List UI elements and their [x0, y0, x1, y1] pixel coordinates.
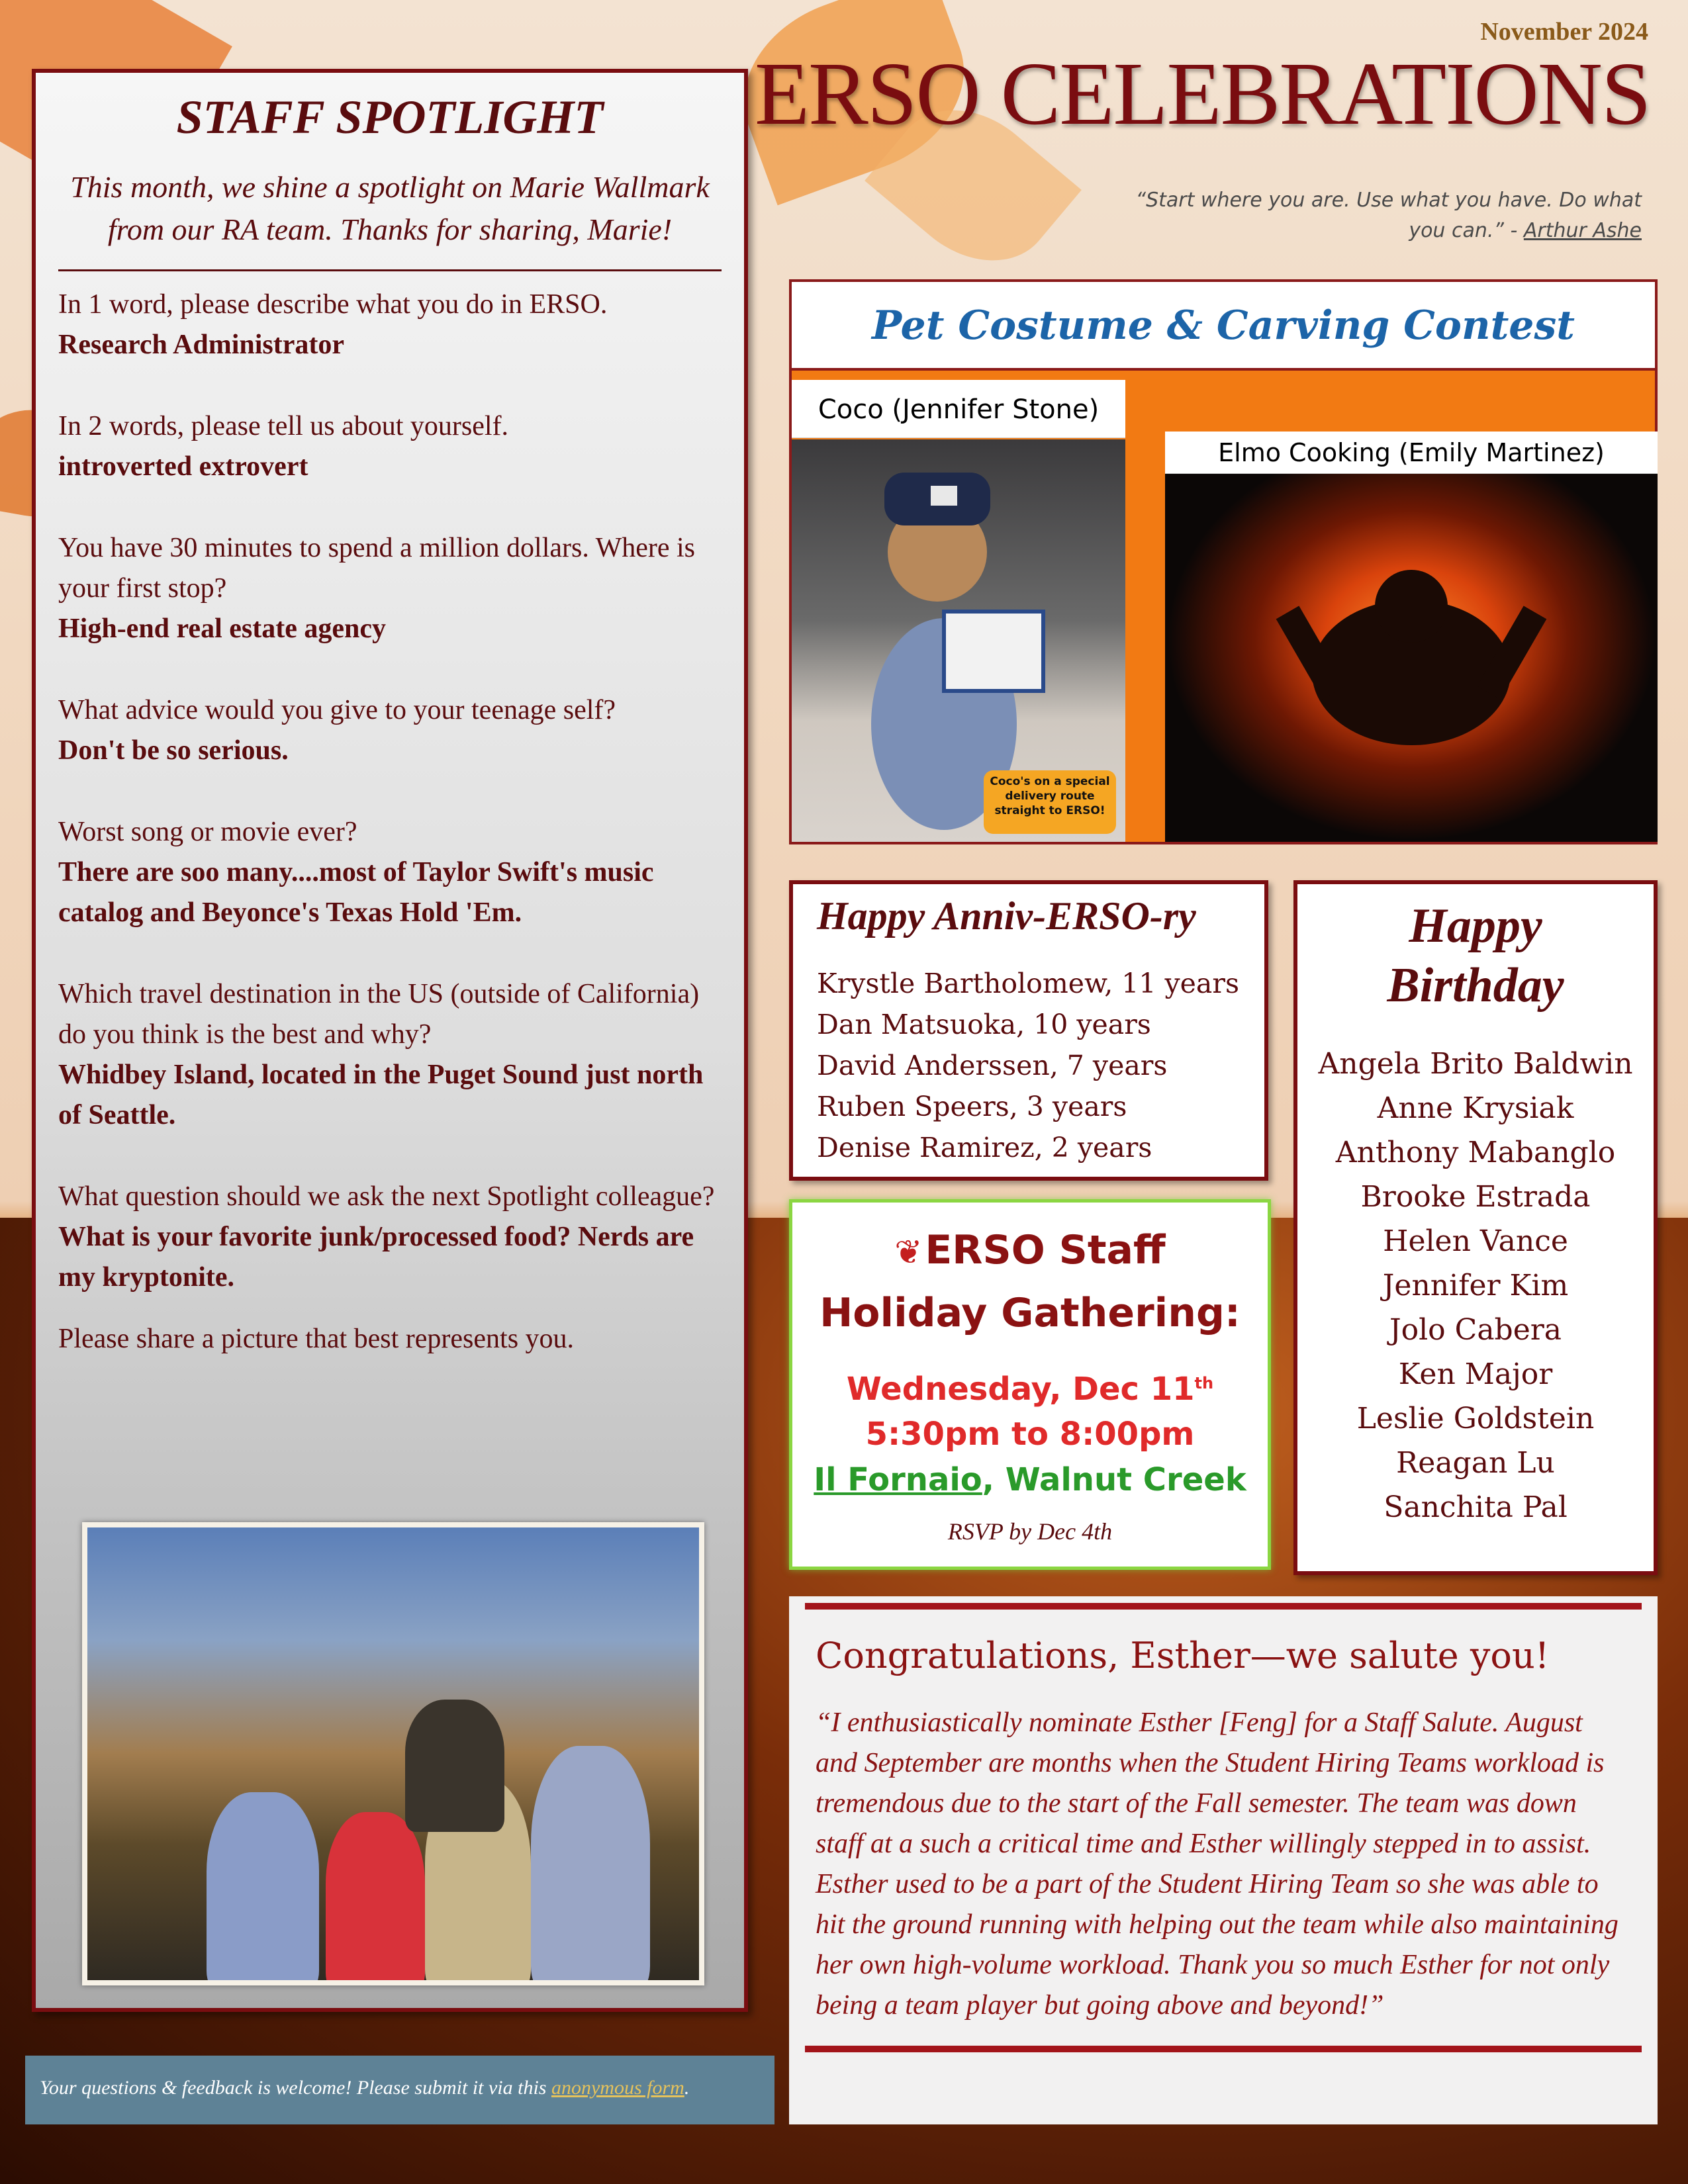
holiday-city: , Walnut Creek	[982, 1461, 1246, 1498]
photo-figure	[531, 1746, 650, 1985]
photo-figure	[207, 1792, 319, 1985]
candy-cane-icon: ❦	[894, 1233, 923, 1271]
birthday-name: Sanchita Pal	[1383, 1490, 1568, 1524]
pet-contest-header	[789, 279, 1658, 371]
salute-text: “I enthusiastically nominate Esther [Feng] for a Staff Salute. August and September are months when the Student Hiring Teams workload is tremendous due to the start of the Fall semester. The team was down staff at a such a critical time and Esther willingly stepped in to assist. Esther used to be a part of the Student Hiring Team so she was able to hit the ground running with helping out the team while also maintaining her own high-volume workload. Thank you so much Esther for not only being a team player but going above and beyond!”	[816, 1707, 1618, 2021]
quote-author-link[interactable]: Arthur Ashe	[1523, 219, 1642, 242]
holiday-date-suffix: th	[1194, 1374, 1214, 1392]
answer: Whidbey Island, located in the Puget Sound just north of Seattle.	[58, 1060, 704, 1130]
staff-salute-panel	[789, 1596, 1658, 2124]
holiday-rsvp: RSVP by Dec 4th	[947, 1518, 1113, 1545]
feedback-text: Your questions & feedback is welcome! Please submit it via this	[40, 2077, 551, 2099]
question: In 2 words, please tell us about yourself.	[58, 411, 509, 441]
anniversary-item: Denise Ramirez, 2 years	[817, 1132, 1152, 1163]
answer: introverted extrovert	[58, 451, 308, 482]
answer: There are soo many....most of Taylor Swift's music catalog and Beyonce's Texas Hold 'Em.	[58, 857, 654, 928]
anniversary-list	[817, 963, 1241, 1168]
question: What advice would you give to your teenage self?	[58, 695, 616, 725]
anniversary-item: Ruben Speers, 3 years	[817, 1091, 1127, 1122]
birthday-name: Ken Major	[1398, 1357, 1553, 1391]
pumpkin-illustration	[1165, 474, 1658, 842]
birthday-name: Leslie Goldstein	[1356, 1402, 1595, 1435]
feedback-banner	[25, 2056, 774, 2124]
question: In 1 word, please describe what you do in ERSO.	[58, 289, 608, 320]
holiday-time: 5:30pm to 8:00pm	[865, 1416, 1195, 1453]
birthday-list	[1297, 1042, 1654, 1529]
birthday-name: Anne Krysiak	[1377, 1091, 1574, 1125]
answer: Research Administrator	[58, 330, 344, 360]
birthday-name: Brooke Estrada	[1360, 1180, 1591, 1214]
qa-item	[58, 812, 722, 933]
answer: What is your favorite junk/processed food? Nerds are my kryptonite.	[58, 1222, 694, 1293]
birthday-name: Reagan Lu	[1396, 1446, 1555, 1480]
pet-contest-panel	[789, 371, 1658, 844]
question: Which travel destination in the US (outside of California) do you think is the best and why?	[58, 979, 700, 1050]
issue-date: November 2024	[1480, 18, 1648, 46]
anniversary-title: Happy Anniv-ERSO-ry	[817, 894, 1196, 938]
birthday-name: Jolo Cabera	[1389, 1313, 1562, 1347]
holiday-title-line: ERSO Staff	[925, 1227, 1166, 1273]
holiday-title	[792, 1220, 1268, 1343]
holiday-gathering-panel	[789, 1199, 1271, 1570]
divider	[805, 1603, 1642, 1610]
birthday-name: Anthony Mabanglo	[1335, 1136, 1616, 1169]
question: You have 30 minutes to spend a million dollars. Where is your first stop?	[58, 533, 696, 604]
coco-photo	[792, 439, 1125, 842]
question: What question should we ask the next Spotlight colleague?	[58, 1181, 715, 1212]
salute-title: Congratulations, Esther—we salute you!	[816, 1635, 1550, 1676]
feedback-end: .	[684, 2077, 690, 2099]
answer: High-end real estate agency	[58, 614, 386, 644]
birthday-name: Helen Vance	[1383, 1224, 1568, 1258]
elmo-label: Elmo Cooking (Emily Martinez)	[1165, 432, 1658, 474]
qa-item	[58, 528, 722, 649]
picture-prompt: Please share a picture that best represents you.	[58, 1324, 575, 1354]
holiday-location	[792, 1457, 1268, 1503]
holiday-datetime	[792, 1361, 1268, 1457]
question: Worst song or movie ever?	[58, 817, 357, 847]
divider	[58, 269, 722, 271]
holiday-title-line: Holiday Gathering:	[820, 1290, 1241, 1336]
pumpkin-photo	[1165, 474, 1658, 842]
qa-item	[58, 406, 722, 487]
photo-figure	[326, 1812, 425, 1985]
qa-item	[58, 1177, 722, 1298]
qa-item	[58, 285, 722, 365]
anniversary-item: Dan Matsuoka, 10 years	[817, 1009, 1151, 1040]
qa-item	[58, 690, 722, 771]
staff-spotlight-panel	[32, 69, 748, 2012]
anniversary-panel	[789, 880, 1268, 1181]
birthday-title-line: Birthday	[1387, 958, 1564, 1013]
page-title: ERSO CELEBRATIONS	[755, 44, 1650, 144]
birthday-name: Jennifer Kim	[1382, 1269, 1569, 1302]
anonymous-form-link[interactable]: anonymous form	[551, 2077, 684, 2099]
birthday-title-line: Happy	[1409, 899, 1542, 953]
header-quote	[1125, 185, 1642, 246]
spotlight-photo	[82, 1522, 704, 1985]
holiday-date: Wednesday, Dec 11	[846, 1371, 1195, 1408]
anniversary-item: Krystle Bartholomew, 11 years	[817, 968, 1240, 999]
coco-label: Coco (Jennifer Stone)	[792, 380, 1125, 438]
spotlight-title: STAFF SPOTLIGHT	[176, 91, 604, 144]
photo-figure	[405, 1700, 504, 1832]
spotlight-intro: This month, we shine a spotlight on Marie Wallmark from our RA team. Thanks for sharing, Marie!	[70, 170, 710, 246]
coco-note: Coco's on a special delivery route straight to ERSO!	[984, 770, 1116, 834]
answer: Don't be so serious.	[58, 735, 289, 766]
divider	[805, 2046, 1642, 2052]
venue-link[interactable]: Il Fornaio	[814, 1461, 982, 1498]
birthday-title	[1297, 896, 1654, 1015]
birthday-panel	[1293, 880, 1658, 1575]
anniversary-item: David Anderssen, 7 years	[817, 1050, 1168, 1081]
qa-item	[58, 974, 722, 1136]
quote-text: “Start where you are. Use what you have. Do what you can.” -	[1135, 189, 1642, 242]
birthday-name: Angela Brito Baldwin	[1318, 1047, 1633, 1081]
pet-contest-title: Pet Costume & Carving Contest	[872, 302, 1575, 349]
